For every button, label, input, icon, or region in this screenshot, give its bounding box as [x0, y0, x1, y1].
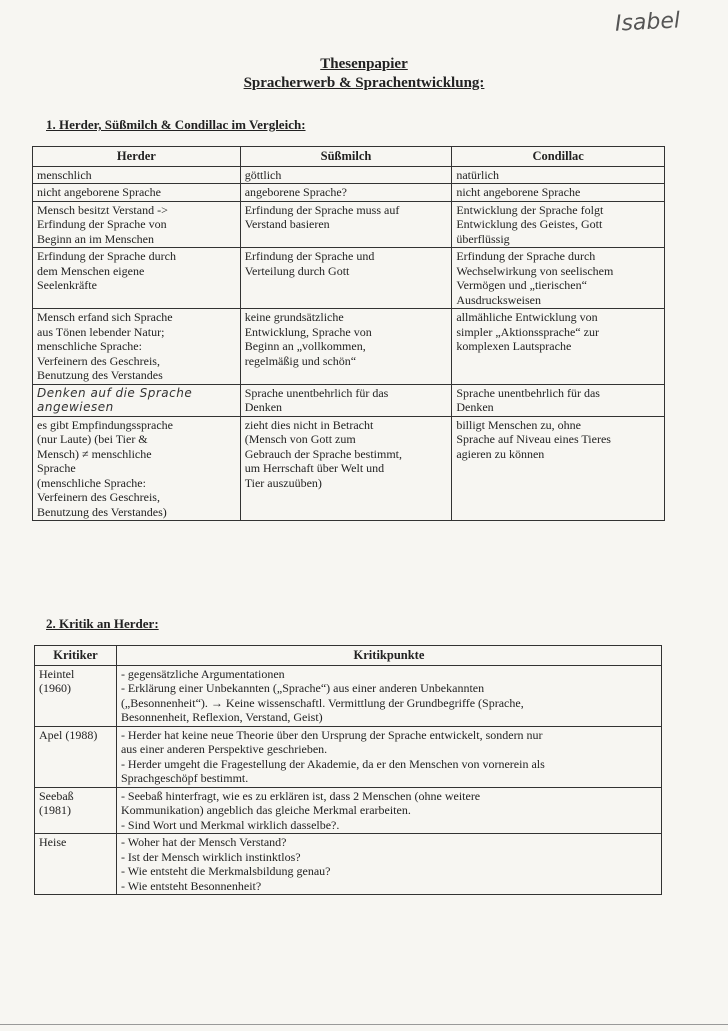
comparison-row	[33, 384, 665, 416]
herder-cell	[33, 384, 241, 416]
cell-text-line: Entwicklung des Geistes, Gott	[456, 217, 603, 231]
suessmilch-cell	[240, 184, 452, 202]
critique-row	[35, 665, 662, 726]
comparison-row	[33, 309, 665, 385]
cell-text-line: aus einer anderen Perspektive geschrieben.	[120, 742, 328, 756]
condillac-cell	[452, 166, 665, 184]
cell-text-line: Besonnenheit, Reflexion, Verstand, Geist)	[120, 710, 323, 724]
cell-text-line: Entwicklung der Sprache folgt	[456, 202, 604, 217]
condillac-cell	[452, 384, 665, 416]
cell-text-line: Verfeinern des Geschreis,	[37, 490, 160, 504]
cell-text-line: billigt Menschen zu, ohne	[456, 417, 581, 432]
cell-text-line: nicht angeborene Sprache	[37, 185, 161, 199]
cell-text-line: Benutzung des Verstandes)	[37, 504, 167, 519]
cell-text-line: aus Tönen lebender Natur;	[37, 324, 165, 339]
cell-text-line: (1960)	[39, 681, 71, 695]
comparison-row	[33, 201, 665, 248]
cell-text-line: Erfindung der Sprache und	[244, 249, 375, 263]
comparison-table	[32, 146, 665, 521]
cell-text-line: dem Menschen eigene	[37, 263, 145, 278]
cell-text-line: - Woher hat der Mensch Verstand?	[120, 835, 287, 849]
suessmilch-cell	[240, 384, 452, 416]
cell-text-line: zieht dies nicht in Betracht	[244, 417, 374, 432]
critique-points-cell	[116, 834, 661, 895]
cell-text-line: Entwicklung, Sprache von	[244, 324, 372, 339]
condillac-cell	[452, 201, 665, 248]
cell-text-line: - Erklärung einer Unbekannten („Sprache“) aus einer anderen Unbekannten	[120, 681, 485, 695]
herder-cell	[33, 309, 241, 385]
section2-heading: 2. Kritik an Herder:	[46, 616, 159, 631]
cell-text-line: - Herder umgeht die Fragestellung der Akademie, da er den Menschen von vornerein als	[120, 756, 545, 771]
critic-cell	[35, 834, 117, 895]
critique-points-cell	[116, 787, 661, 834]
cell-text-line: - Ist der Mensch wirklich instinktlos?	[120, 849, 301, 864]
cell-text-line: - Herder hat keine neue Theorie über den Ursprung der Sprache entwickelt, sondern nur	[120, 727, 543, 742]
herder-cell	[33, 416, 241, 521]
critique-header-row	[35, 646, 662, 666]
cell-text-line: göttlich	[244, 167, 282, 182]
cell-text-line: Denken	[456, 400, 494, 414]
herder-cell	[33, 184, 241, 202]
critic-cell	[35, 665, 117, 726]
cell-text-line: allmähliche Entwicklung von	[456, 310, 598, 324]
cell-text-line: es gibt Empfindungssprache	[37, 417, 173, 432]
condillac-cell	[452, 184, 665, 202]
condillac-cell	[452, 248, 665, 309]
herder-cell	[33, 201, 241, 248]
header-condillac: Condillac	[452, 147, 665, 167]
cell-text-line: Seebaß	[39, 788, 74, 803]
herder-cell	[33, 166, 241, 184]
cell-text-line: (menschliche Sprache:	[37, 475, 146, 490]
cell-text-line: Wechselwirkung von seelischem	[456, 263, 614, 278]
section1-heading: 1. Herder, Süßmilch & Condillac im Vergleich:	[46, 117, 306, 132]
title-block	[0, 56, 728, 92]
comparison-row	[33, 416, 665, 521]
cell-text-line: Erfindung der Sprache durch	[37, 249, 176, 263]
critique-row	[35, 834, 662, 895]
cell-text-line: Sprache unentbehrlich für das	[244, 385, 389, 400]
critique-row	[35, 726, 662, 787]
cell-text-line: regelmäßig und schön“	[244, 353, 357, 368]
cell-text-line: Beginn an im Menschen	[37, 231, 154, 246]
critique-row	[35, 787, 662, 834]
cell-text-line: Erfindung der Sprache muss auf	[244, 202, 400, 217]
cell-text-line: (nur Laute) (bei Tier &	[37, 432, 148, 446]
header-suessmilch: Süßmilch	[240, 147, 452, 167]
document-subtitle: Spracherwerb & Sprachentwicklung:	[243, 75, 485, 91]
cell-text-line: überflüssig	[456, 231, 510, 246]
comparison-row	[33, 184, 665, 202]
critique-points-cell	[116, 665, 661, 726]
cell-text-line: menschlich	[37, 167, 92, 182]
suessmilch-cell	[240, 248, 452, 309]
cell-text-line: Sprache	[37, 461, 76, 475]
cell-text-line: Mensch besitzt Verstand ->	[37, 202, 168, 217]
cell-text-line: Sprachgeschöpf bestimmt.	[120, 771, 249, 785]
critic-cell	[35, 787, 117, 834]
comparison-header-row	[33, 147, 665, 167]
cell-text-line: („Besonnenheit“). → Keine wissenschaftl. Vermittlung der Grundbegriffe (Sprache,	[120, 695, 524, 710]
cell-text-line: Vermögen und „tierischen“	[456, 278, 587, 292]
cell-text-line: Denken auf die Sprache	[37, 385, 193, 400]
comparison-table-body	[33, 166, 665, 521]
cell-text-line: Denken	[244, 400, 283, 414]
cell-text-line: - gegensätzliche Argumentationen	[120, 666, 285, 681]
suessmilch-cell	[240, 201, 452, 248]
cell-text-line: - Sind Wort und Merkmal wirklich dasselbe?.	[120, 817, 340, 832]
cell-text-line: komplexen Lautsprache	[456, 339, 572, 353]
cell-text-line: Kommunikation) angeblich das gleiche Merkmal erarbeiten.	[120, 803, 411, 817]
suessmilch-cell	[240, 166, 452, 184]
cell-text-line: Ausdrucksweisen	[456, 292, 541, 307]
cell-text-line: Apel (1988)	[39, 727, 98, 742]
suessmilch-cell	[240, 416, 452, 521]
cell-text-line: Verstand basieren	[244, 217, 330, 231]
cell-text-line: natürlich	[456, 167, 499, 182]
cell-text-line: keine grundsätzliche	[244, 310, 344, 324]
critique-table-body	[35, 665, 662, 895]
cell-text-line: Beginn an „vollkommen,	[244, 339, 366, 353]
cell-text-line: Mensch) ≠ menschliche	[37, 446, 152, 461]
cell-text-line: Verfeinern des Geschreis,	[37, 353, 160, 368]
cell-text-line: Erfindung der Sprache von	[37, 217, 167, 231]
cell-text-line: Gebrauch der Sprache bestimmt,	[244, 446, 402, 461]
cell-text-line: um Herrschaft über Welt und	[244, 461, 385, 475]
cell-text-line: Benutzung des Verstandes	[37, 368, 163, 382]
header-kritikpunkte: Kritikpunkte	[116, 646, 661, 666]
comparison-row	[33, 166, 665, 184]
herder-cell	[33, 248, 241, 309]
critic-cell	[35, 726, 117, 787]
cell-text-line: Sprache auf Niveau eines Tieres	[456, 432, 611, 446]
handwritten-name: Isabel	[614, 8, 681, 37]
cell-text-line: Heintel	[39, 666, 75, 681]
comparison-row	[33, 248, 665, 309]
cell-text-line: Mensch erfand sich Sprache	[37, 310, 173, 324]
page-bottom-edge	[0, 1024, 728, 1025]
cell-text-line: Seelenkräfte	[37, 278, 97, 292]
condillac-cell	[452, 416, 665, 521]
cell-text-line: angewiesen	[37, 400, 114, 414]
cell-text-line: Erfindung der Sprache durch	[456, 249, 596, 263]
cell-text-line: menschliche Sprache:	[37, 339, 142, 353]
cell-text-line: - Wie entsteht die Merkmalsbildung genau?	[120, 864, 331, 878]
header-herder: Herder	[33, 147, 241, 167]
cell-text-line: Sprache unentbehrlich für das	[456, 385, 600, 400]
header-kritiker: Kritiker	[35, 646, 117, 666]
cell-text-line: Tier auszuüben)	[244, 475, 322, 490]
cell-text-line: angeborene Sprache?	[244, 185, 347, 199]
critique-table	[34, 645, 662, 895]
suessmilch-cell	[240, 309, 452, 385]
condillac-cell	[452, 309, 665, 385]
critique-points-cell	[116, 726, 661, 787]
cell-text-line: - Wie entsteht Besonnenheit?	[120, 878, 262, 893]
cell-text-line: (1981)	[39, 803, 71, 817]
cell-text-line: agieren zu können	[456, 446, 545, 461]
document-title: Thesenpapier	[320, 56, 408, 72]
cell-text-line: (Mensch von Gott zum	[244, 432, 356, 446]
cell-text-line: nicht angeborene Sprache	[456, 185, 581, 199]
cell-text-line: simpler „Aktionssprache“ zur	[456, 324, 599, 339]
cell-text-line: Heise	[39, 835, 67, 849]
cell-text-line: Verteilung durch Gott	[244, 263, 350, 278]
cell-text-line: - Seebaß hinterfragt, wie es zu erklären ist, dass 2 Menschen (ohne weitere	[120, 788, 481, 803]
